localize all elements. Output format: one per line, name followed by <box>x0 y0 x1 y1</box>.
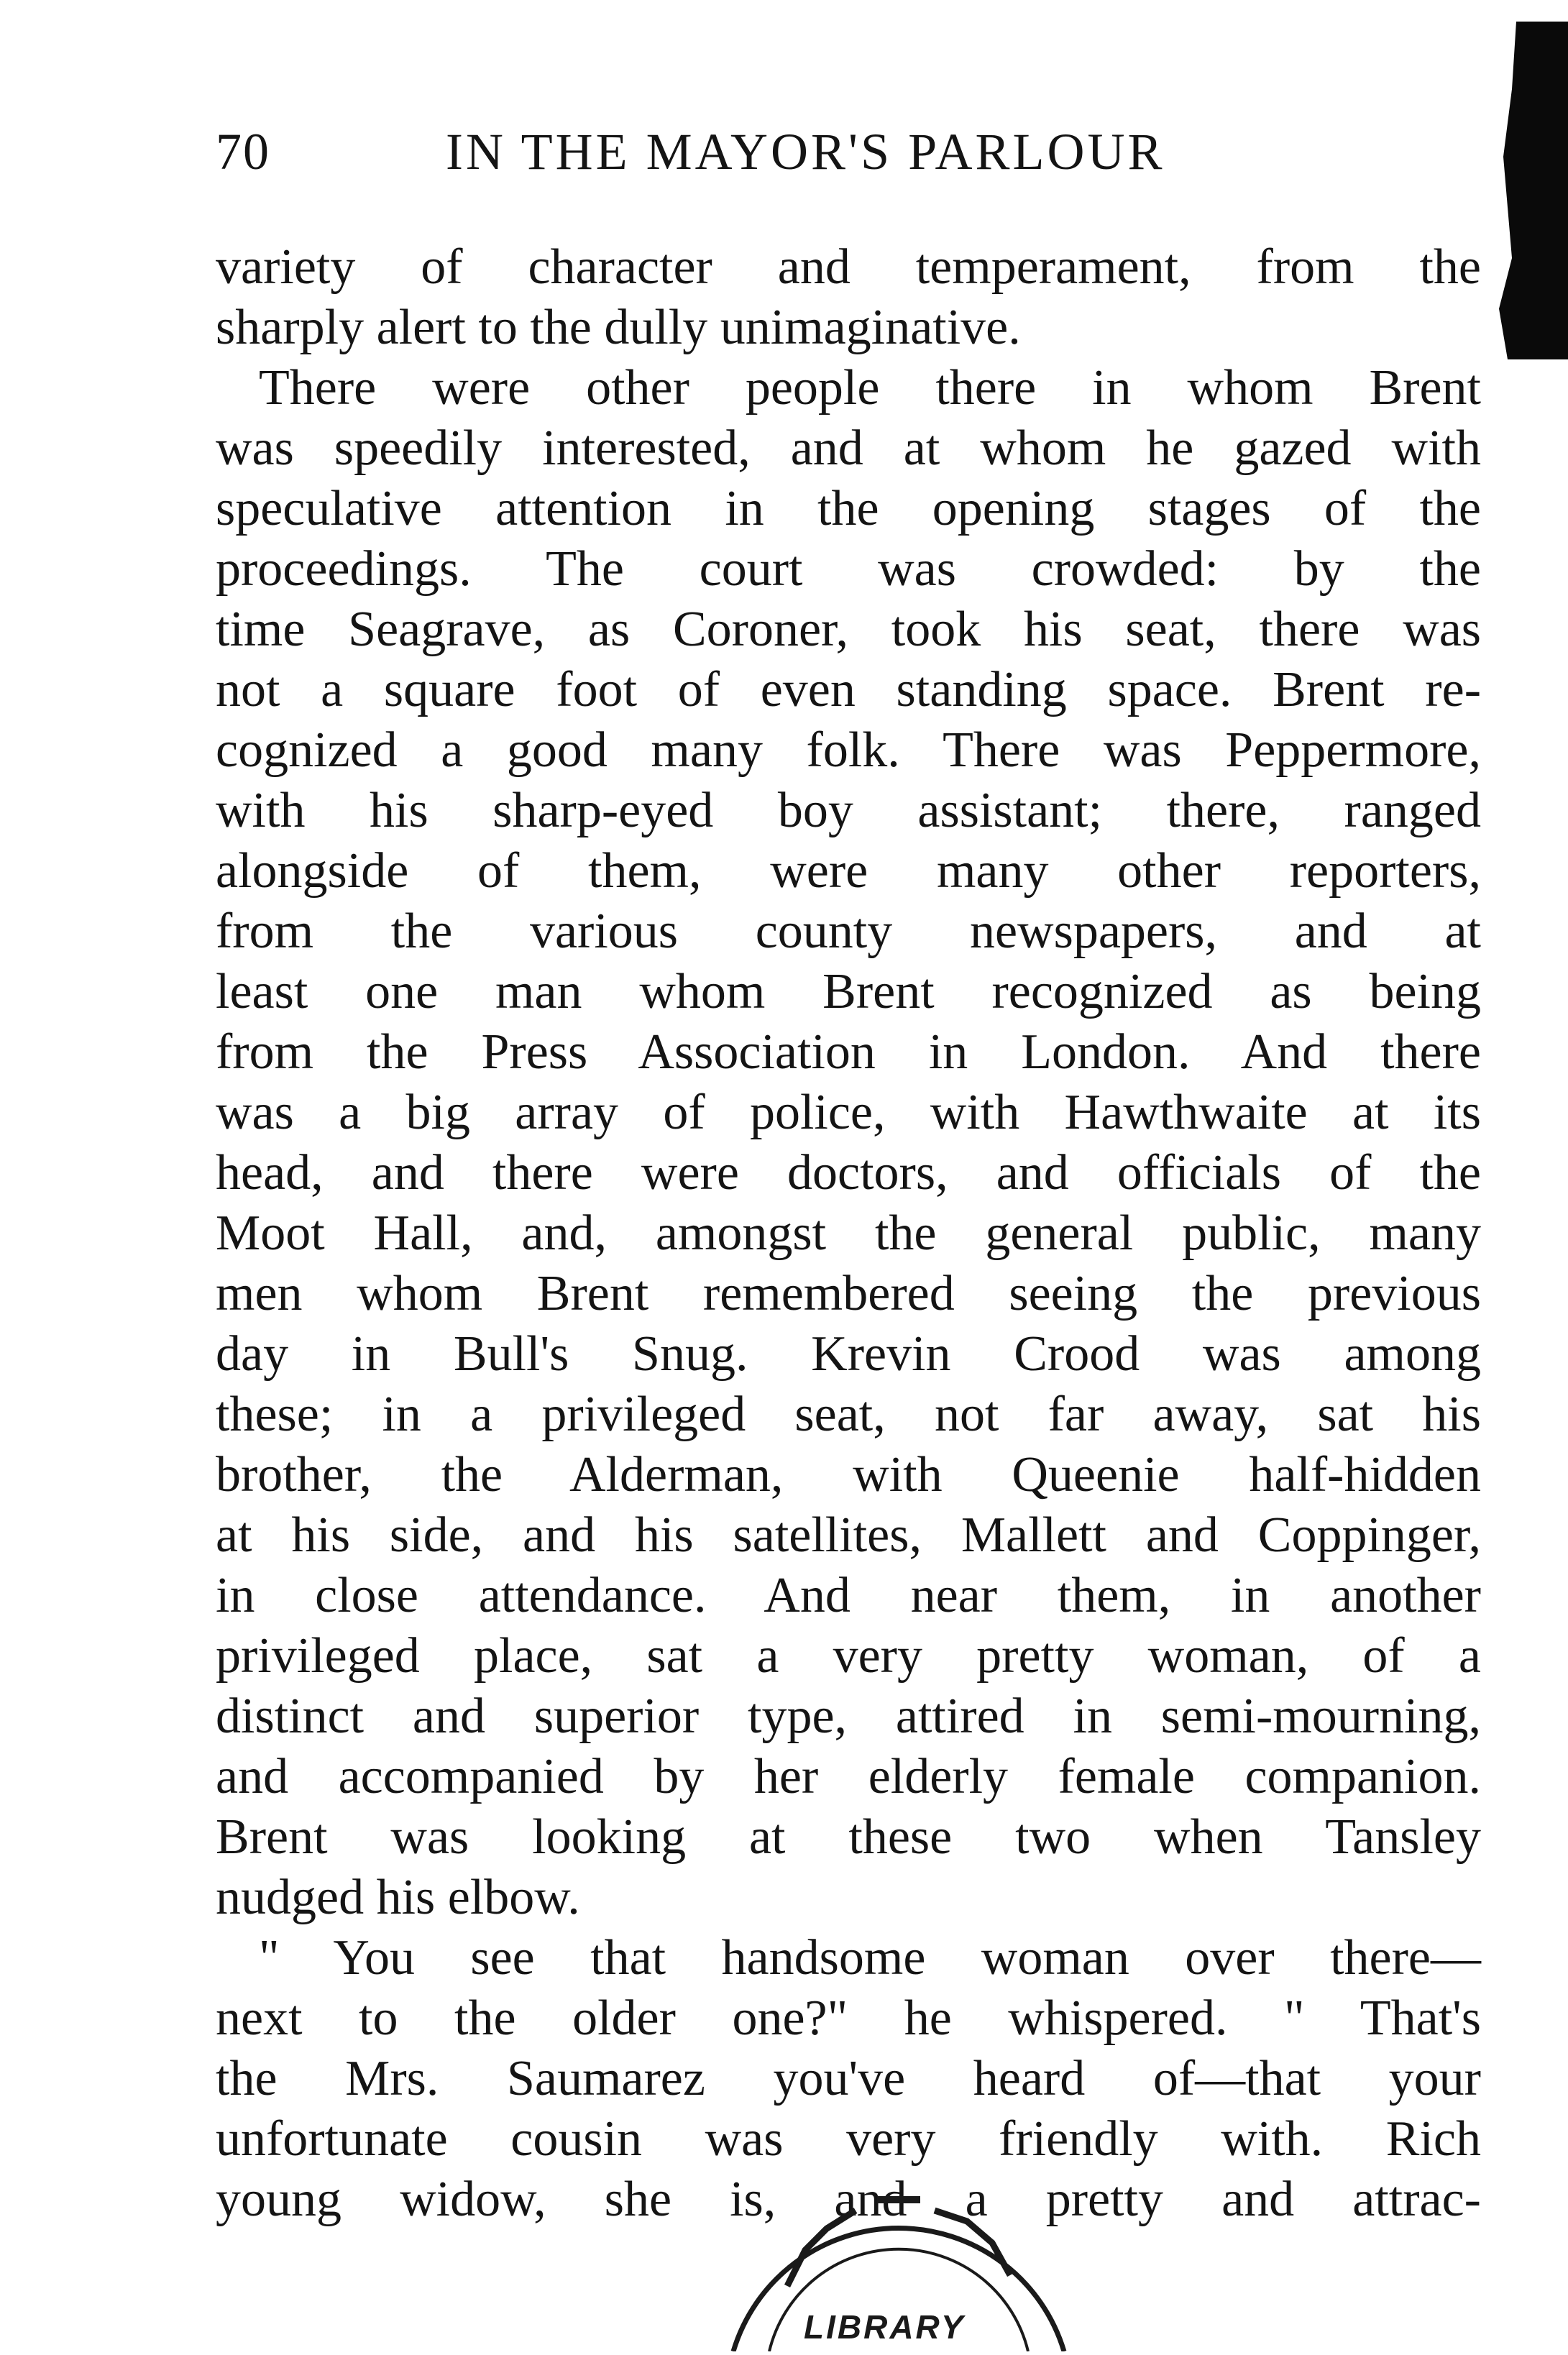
text-line: privileged place, sat a very pretty woman, of a <box>216 1628 1481 1684</box>
text-line: There were other people there in whom Brent <box>259 360 1481 416</box>
text-line: least one man whom Brent recognized as being <box>216 964 1481 1019</box>
text-line: these; in a privileged seat, not far away, sat his <box>216 1387 1481 1442</box>
text-line: alongside of them, were many other reporters, <box>216 843 1481 899</box>
text-line: brother, the Alderman, with Queenie half-hidden <box>216 1447 1481 1502</box>
text-line: variety of character and temperament, from the <box>216 239 1481 295</box>
text-line: in close attendance. And near them, in another <box>216 1568 1481 1623</box>
text-line: with his sharp-eyed boy assistant; there, ranged <box>216 783 1481 838</box>
text-line: sharply alert to the dully unimaginative. <box>216 300 1021 355</box>
text-line: the Mrs. Saumarez you've heard of—that your <box>216 2051 1481 2106</box>
text-line: unfortunate cousin was very friendly with. Rich <box>216 2111 1481 2167</box>
text-line: head, and there were doctors, and officials of the <box>216 1145 1481 1201</box>
text-line: time Seagrave, as Coroner, took his seat, there was <box>216 602 1481 657</box>
text-line: proceedings. The court was crowded: by the <box>216 541 1481 597</box>
text-line: nudged his elbow. <box>216 1870 580 1925</box>
page-edge-bookmark-strip <box>1482 22 1568 359</box>
text-line: from the various county newspapers, and at <box>216 904 1481 959</box>
text-line: was speedily interested, and at whom he gazed with <box>216 421 1481 476</box>
library-stamp <box>719 2142 1078 2351</box>
text-line: and accompanied by her elderly female companion. <box>216 1749 1481 1804</box>
text-line: from the Press Association in London. And there <box>216 1024 1481 1080</box>
page-number: 70 <box>216 123 270 180</box>
text-line: was a big array of police, with Hawthwaite at its <box>216 1085 1481 1140</box>
library-stamp-text: LIBRARY <box>804 2308 966 2346</box>
text-line: day in Bull's Snug. Krevin Crood was among <box>216 1326 1481 1382</box>
text-line: " You see that handsome woman over there— <box>259 1930 1481 1986</box>
text-line: cognized a good many folk. There was Peppermore, <box>216 722 1481 778</box>
running-title: IN THE MAYOR'S PARLOUR <box>446 123 1165 180</box>
text-line: distinct and superior type, attired in semi-mourning, <box>216 1689 1481 1744</box>
body-text <box>216 237 1481 2230</box>
text-line: speculative attention in the opening stages of the <box>216 481 1481 536</box>
running-header <box>216 122 1481 208</box>
text-line: Moot Hall, and, amongst the general public, many <box>216 1206 1481 1261</box>
text-line: Brent was looking at these two when Tansley <box>216 1809 1481 1865</box>
text-line: men whom Brent remembered seeing the previous <box>216 1266 1481 1321</box>
text-line: at his side, and his satellites, Mallett and Coppinger, <box>216 1507 1481 1563</box>
text-line: young widow, she is, and a pretty and attrac- <box>216 2172 1481 2227</box>
text-line: not a square foot of even standing space. Brent re- <box>216 662 1481 717</box>
text-line: next to the older one?" he whispered. " That's <box>216 1991 1481 2046</box>
